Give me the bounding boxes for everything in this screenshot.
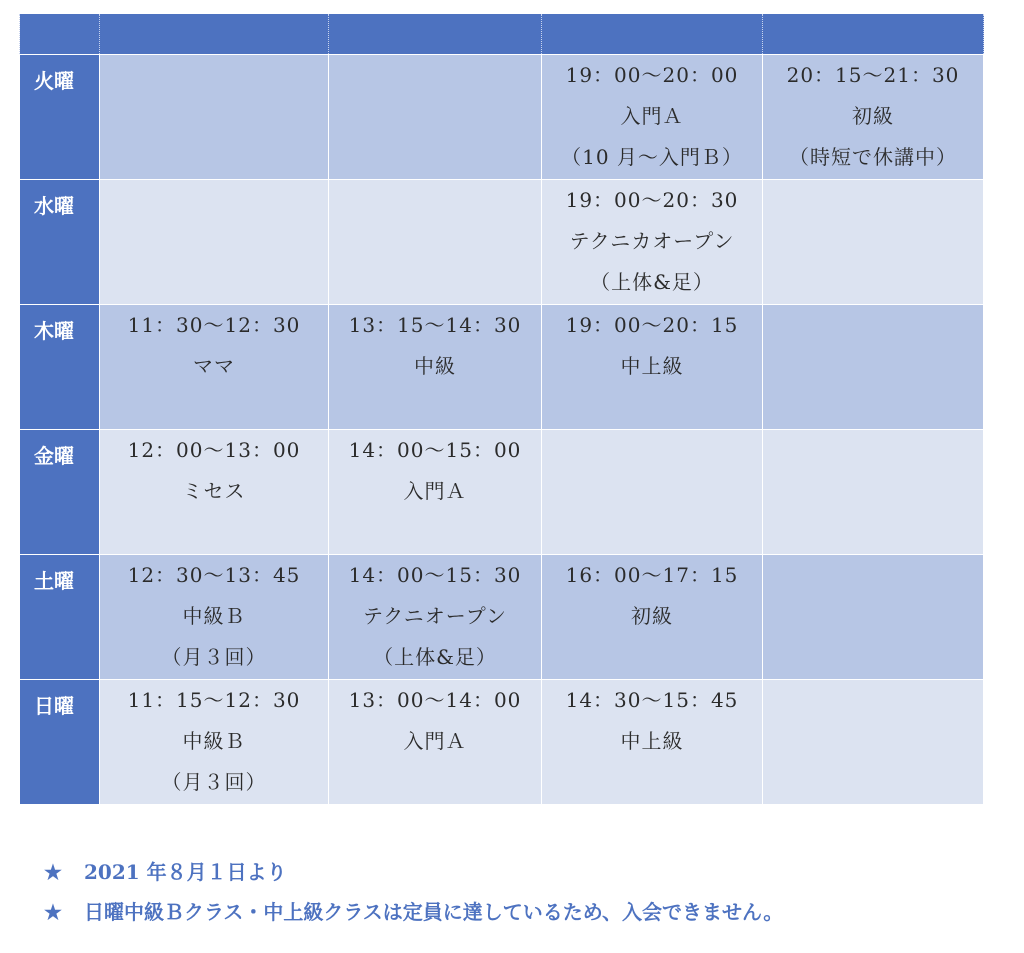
star-icon: ★ <box>44 900 62 924</box>
class-time: 20：15〜21：30 <box>786 63 960 87</box>
note-line <box>44 852 783 892</box>
schedule-row <box>20 305 984 430</box>
class-note: （月３回） <box>161 770 267 794</box>
class-slot <box>329 555 542 680</box>
class-name: 入門Ａ <box>620 104 684 128</box>
empty-slot <box>100 55 329 180</box>
day-label: 木曜 <box>20 305 100 430</box>
lesson-schedule-table <box>19 13 984 805</box>
class-time: 19：00〜20：15 <box>565 313 739 337</box>
class-slot <box>100 555 329 680</box>
schedule-row <box>20 430 984 555</box>
class-note: （上体&足） <box>590 270 714 294</box>
star-icon: ★ <box>44 860 62 884</box>
class-note: （時短で休講中） <box>789 145 957 169</box>
class-name: 中上級 <box>620 354 684 378</box>
class-time: 12：30〜13：45 <box>127 563 301 587</box>
empty-slot <box>763 555 984 680</box>
class-name: 入門Ａ <box>403 479 467 503</box>
class-slot <box>100 305 329 430</box>
class-slot <box>542 305 763 430</box>
header-row <box>20 14 984 55</box>
header-cell <box>542 14 763 55</box>
class-name: 初級 <box>852 104 894 128</box>
note-line <box>44 892 783 932</box>
class-slot <box>542 55 763 180</box>
class-name: 入門Ａ <box>403 729 467 753</box>
schedule-row <box>20 55 984 180</box>
schedule-row <box>20 555 984 680</box>
empty-slot <box>763 430 984 555</box>
day-label: 土曜 <box>20 555 100 680</box>
empty-slot <box>329 55 542 180</box>
schedule-row <box>20 180 984 305</box>
empty-slot <box>100 180 329 305</box>
class-note: （月３回） <box>161 645 267 669</box>
class-name: 中級Ｂ <box>182 604 246 628</box>
class-time: 19：00〜20：30 <box>565 188 739 212</box>
class-time: 14：30〜15：45 <box>565 688 739 712</box>
class-slot <box>329 305 542 430</box>
class-slot <box>100 680 329 805</box>
class-name: 中上級 <box>620 729 684 753</box>
class-slot <box>329 680 542 805</box>
class-time: 14：00〜15：00 <box>348 438 522 462</box>
empty-slot <box>763 180 984 305</box>
notes <box>44 852 783 932</box>
class-time: 12：00〜13：00 <box>127 438 301 462</box>
empty-slot <box>329 180 542 305</box>
header-cell <box>20 14 100 55</box>
class-name: テクニカオープン <box>569 229 735 253</box>
day-label: 金曜 <box>20 430 100 555</box>
empty-slot <box>763 680 984 805</box>
header-cell <box>100 14 329 55</box>
class-slot <box>542 555 763 680</box>
class-note: （10 月〜入門Ｂ） <box>561 145 743 169</box>
day-label: 日曜 <box>20 680 100 805</box>
schedule-row <box>20 680 984 805</box>
class-name: 中級Ｂ <box>182 729 246 753</box>
class-time: 11：15〜12：30 <box>127 688 301 712</box>
class-time: 14：00〜15：30 <box>348 563 522 587</box>
class-note: （上体&足） <box>373 645 497 669</box>
class-time: 13：15〜14：30 <box>348 313 522 337</box>
class-slot <box>542 680 763 805</box>
note-text: 日曜中級Ｂクラス・中上級クラスは定員に達しているため、入会できません。 <box>84 900 784 924</box>
note-text: 2021 年８月１日より <box>84 860 287 884</box>
class-time: 11：30〜12：30 <box>127 313 301 337</box>
header-cell <box>329 14 542 55</box>
class-slot <box>329 430 542 555</box>
class-slot <box>542 180 763 305</box>
class-slot <box>763 55 984 180</box>
day-label: 火曜 <box>20 55 100 180</box>
class-slot <box>100 430 329 555</box>
class-time: 16：00〜17：15 <box>565 563 739 587</box>
class-name: テクニオープン <box>363 604 507 628</box>
class-name: ミセス <box>182 479 246 503</box>
day-label: 水曜 <box>20 180 100 305</box>
header-cell <box>763 14 984 55</box>
empty-slot <box>542 430 763 555</box>
class-time: 13：00〜14：00 <box>348 688 522 712</box>
empty-slot <box>763 305 984 430</box>
class-name: 初級 <box>631 604 673 628</box>
class-name: 中級 <box>414 354 456 378</box>
class-name: ママ <box>193 354 235 378</box>
class-time: 19：00〜20：00 <box>565 63 739 87</box>
